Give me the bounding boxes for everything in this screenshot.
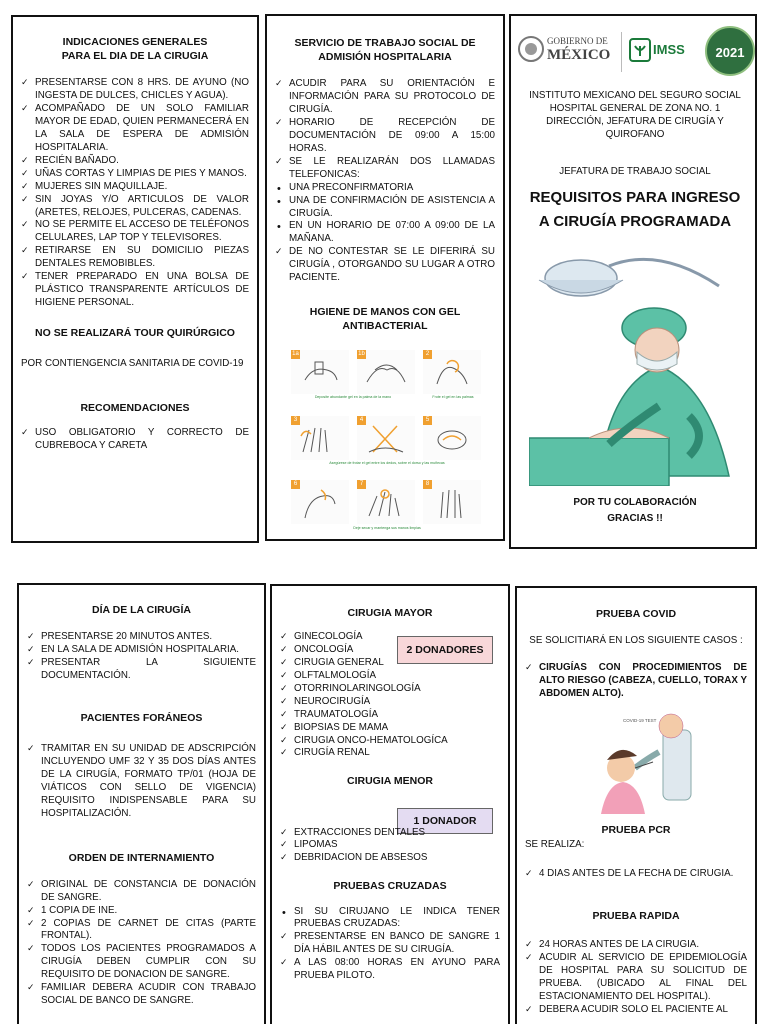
list-item: ✓ OTORRINOLARINGOLOGÍA (280, 683, 460, 696)
step-number: 8 (423, 480, 432, 489)
list-item: ✓ GINECOLOGÍA (280, 631, 460, 644)
panel-cirugias (270, 584, 510, 1024)
cirugia-menor-list (280, 827, 500, 866)
list-item: • SI SU CIRUJANO LE INDICA TENER PRUEBAS CRUZADAS: (280, 906, 500, 932)
hygiene-step-2 (423, 350, 481, 394)
main-title-line1: REQUISITOS PARA INGRESO (529, 189, 741, 206)
thanks-line-1: POR TU COLABORACIÓN (573, 497, 697, 508)
step-number: 3 (291, 416, 300, 425)
list-item: ✓ ORIGINAL DE CONSTANCIA DE DONACIÓN DE SANGRE. (27, 879, 256, 905)
list-item: ✓ NO SE PERMITE EL ACCESO DE TELÉFONOS CELULARES, LAP TOP Y TELEVISORES. (21, 219, 249, 245)
list-item: ✓ TENER PREPARADO EN UNA BOLSA DE PLÁSTICO TRANSPARENTE ARTÍCULOS DE HIGIENE PERSONAL. (21, 271, 249, 310)
cirugia-menor-heading: CIRUGIA MENOR (347, 775, 433, 788)
list-item: ✓ SIN JOYAS Y/O ARTICULOS DE VALOR (ARETES, RELOJES, PULCERAS, CADENAS. (21, 194, 249, 220)
panel2-title-line1: SERVICIO DE TRABAJO SOCIAL DE (294, 37, 476, 49)
list-item: ✓ HORARIO DE RECEPCIÓN DE DOCUMENTACIÓN DE 09:00 A 15:00 HORAS. (275, 117, 495, 156)
list-item: ✓ TODOS LOS PACIENTES PROGRAMADOS A CIRUGÍA DEBEN CUMPLIR CON SU REQUISITO DE DONACION DE SANGRE. (27, 943, 256, 982)
prueba-pcr-intro: SE REALIZA: (525, 839, 585, 851)
hand-hygiene-infographic (291, 350, 483, 540)
panel-cover (509, 14, 757, 549)
list-item: ✓ ACUDIR PARA SU ORIENTACIÓN E INFORMACIÓN PARA SU PROTOCOLO DE CIRUGÍA. (275, 78, 495, 117)
list-item: ✓ TRAUMATOLOGÍA (280, 709, 460, 722)
donador-badge: 1 DONADOR (397, 808, 493, 834)
list-item: ✓ USO OBLIGATORIO Y CORRECTO DE CUBREBOCA Y CARETA (21, 427, 249, 453)
prueba-covid-list (525, 662, 747, 701)
panel1-title-line2: PARA EL DIA DE LA CIRUGIA (61, 50, 209, 63)
recomendaciones-list (21, 427, 249, 453)
step-number: 4 (357, 416, 366, 425)
panel2-bullet-list (275, 182, 495, 247)
list-item: • UNA DE CONFIRMACIÓN DE ASISTENCIA A CIRUGÍA. (275, 195, 495, 221)
prueba-pcr-heading: PRUEBA PCR (601, 823, 671, 836)
main-title-line2: A CIRUGÍA PROGRAMADA (538, 213, 732, 230)
list-item: ✓ DE NO CONTESTAR SE LE DIFERIRÁ SU CIRUGÍA , OTORGANDO SU LUGAR A OTRO PACIENTE. (275, 246, 495, 285)
prueba-rapida-heading: PRUEBA RAPIDA (592, 909, 680, 922)
prueba-pcr-list (525, 868, 747, 881)
hygiene-caption-1: Deposite abundante gel en la palma de la mano (314, 395, 392, 399)
institute-line-2: HOSPITAL GENERAL DE ZONA NO. 1 (549, 103, 721, 114)
foraneos-list (27, 743, 256, 821)
donadores-badge: 2 DONADORES (397, 636, 493, 664)
list-item: ✓ 4 DIAS ANTES DE LA FECHA DE CIRUGIA. (525, 868, 747, 881)
recomendaciones-heading: RECOMENDACIONES (80, 402, 190, 415)
imss-label: IMSS (653, 42, 685, 57)
list-item: ✓ TRAMITAR EN SU UNIDAD DE ADSCRIPCIÓN INCLUYENDO UMF 32 Y 35 DOS DÍAS ANTES DE LA CIRUGÍA, FORMATO TP/01 (HOJA DE VIÁTICOS CON SELLO DE VIGENCIA) REQUISITO INDISPENSABLE PARA SU HOSPITALIZACIÓN. (27, 743, 256, 821)
list-item: ✓ 1 COPIA DE INE. (27, 905, 256, 918)
list-item: • UNA PRECONFIRMATORIA (275, 182, 495, 195)
covid-test-illustration (601, 712, 701, 814)
panel2-checklist-a (275, 78, 495, 181)
list-item: ✓ ONCOLOGÍA (280, 644, 460, 657)
list-item: ✓ PRESENTARSE 20 MINUTOS ANTES. (27, 631, 256, 644)
gobierno-label: GOBIERNO DE (547, 36, 608, 46)
list-item: ✓ UÑAS CORTAS Y LIMPIAS DE PIES Y MANOS. (21, 168, 249, 181)
hygiene-step-4 (357, 416, 415, 460)
hygiene-step-7 (357, 480, 415, 524)
orden-heading: ORDEN DE INTERNAMIENTO (68, 851, 215, 864)
covid-contingency-note: POR CONTIENGENCIA SANITARIA DE COVID-19 (21, 358, 244, 370)
hygiene-step-5 (423, 416, 481, 460)
panel-trabajo-social (265, 14, 505, 541)
list-item: ✓ SE LE REALIZARÁN DOS LLAMADAS TELEFONICAS: (275, 156, 495, 182)
list-item: ✓ PRESENTAR LA SIGUIENTE DOCUMENTACIÓN. (27, 657, 256, 683)
pruebas-cruzadas-list (280, 931, 500, 983)
hygiene-caption-2: Frote el gel en las palmas (432, 395, 474, 399)
panel1-title-line1: INDICACIONES GENERALES (62, 36, 208, 48)
dia-cirugia-list (27, 631, 256, 683)
step-number: 1a (292, 351, 299, 357)
hygiene-title-line2: ANTIBACTERIAL (342, 320, 428, 333)
panel2-title-line2: ADMISIÓN HOSPITALARIA (318, 51, 452, 64)
list-item: ✓ OLFTALMOLOGÍA (280, 670, 460, 683)
pruebas-cruzadas-heading: PRUEBAS CRUZADAS (333, 880, 447, 893)
step-number: 5 (423, 416, 432, 425)
hygiene-caption-4: Deje secar y mantenga sus manos limpias (353, 526, 421, 530)
list-item: ✓ PRESENTARSE EN BANCO DE SANGRE 1 DÍA HÁBIL ANTES DE SU CIRUGÍA. (280, 931, 500, 957)
panel2-checklist-b (275, 246, 495, 285)
list-item: • EN UN HORARIO DE 07:00 A 09:00 DE LA MAÑANA. (275, 220, 495, 246)
list-item: ✓ CIRUGIA ONCO-HEMATOLOGÍCA (280, 735, 460, 748)
hygiene-step-3 (291, 416, 349, 460)
hygiene-title-line1: HGIENE DE MANOS CON GEL (309, 306, 461, 319)
dia-cirugia-heading: DÍA DE LA CIRUGÍA (92, 604, 191, 616)
list-item: ✓ LIPOMAS (280, 839, 500, 852)
list-item: ✓ EN LA SALA DE ADMISIÓN HOSPITALARIA. (27, 644, 256, 657)
list-item: ✓ DEBERA ACUDIR SOLO EL PACIENTE AL (525, 1004, 747, 1017)
panel-dia-cirugia (17, 583, 266, 1024)
list-item: ✓ ACUDIR AL SERVICIO DE EPIDEMIOLOGÍA DE HOSPITAL PARA SU SOLICITUD DE PRUEBA. (UBICADO AL FINAL DEL ESTACIONAMIENTO DEL HOSPITAL). (525, 952, 747, 1004)
institute-line-3: DIRECCIÓN, JEFATURA DE CIRUGÍA Y (546, 116, 724, 127)
step-number: 1b (358, 351, 365, 357)
institute-line-1: INSTITUTO MEXICANO DEL SEGURO SOCIAL (529, 90, 741, 101)
no-tour-heading: NO SE REALIZARÁ TOUR QUIRÚRGICO (35, 326, 235, 339)
logo-bar (517, 24, 753, 80)
imss-eagle-icon (629, 38, 651, 62)
list-item: ✓ RETIRARSE EN SU DOMICILIO PIEZAS DENTALES REMOBIBLES. (21, 245, 249, 271)
mexico-label: MÉXICO (547, 47, 611, 63)
pruebas-cruzadas-bullets (280, 906, 500, 932)
hygiene-step-1a (291, 350, 349, 394)
list-item: ✓ CIRUGÍA RENAL (280, 747, 460, 760)
prueba-covid-intro: SE SOLICITIARÁ EN LOS SIGUIENTE CASOS : (529, 635, 743, 647)
list-item: ✓ MUJERES SIN MAQUILLAJE. (21, 181, 249, 194)
list-item: ✓ CIRUGÍAS CON PROCEDIMIENTOS DE ALTO RIESGO (CABEZA, CUELLO, TORAX Y ABDOMEN ALTO). (525, 662, 747, 701)
list-item: ✓ BIOPSIAS DE MAMA (280, 722, 460, 735)
hygiene-caption-3: Asegúrese de frotar el gel entre los dedos, sobre el dorso y las muñecas (329, 461, 445, 465)
hygiene-step-1b (357, 350, 415, 394)
list-item: ✓ NEUROCIRUGÍA (280, 696, 460, 709)
list-item: ✓ PRESENTARSE CON 8 HRS. DE AYUNO (NO INGESTA DE DULCES, CHICLES Y AGUA). (21, 77, 249, 103)
list-item: ✓ RECIÉN BAÑADO. (21, 155, 249, 168)
list-item: ✓ ACOMPAÑADO DE UN SOLO FAMILIAR MAYOR DE EDAD, QUIEN PERMANECERÁ EN LA SALA DE ESPERA DE ADMISIÓN HOSPITALARIA. (21, 103, 249, 155)
step-number: 6 (291, 480, 300, 489)
year-2021-label: 2021 (715, 45, 745, 60)
list-item: ✓ EXTRACCIONES DENTALES (280, 827, 500, 840)
jefatura-label: JEFATURA DE TRABAJO SOCIAL (559, 166, 711, 177)
thanks-line-2: GRACIAS !! (607, 513, 663, 524)
cirugia-mayor-heading: CIRUGIA MAYOR (347, 607, 433, 619)
step-number: 2 (423, 350, 432, 359)
institute-line-4: QUIROFANO (605, 129, 665, 140)
prueba-covid-heading: PRUEBA COVID (595, 608, 677, 620)
panel1-checklist (21, 77, 249, 310)
panel-pruebas-covid (515, 586, 757, 1024)
hygiene-step-8 (423, 480, 481, 524)
covid-test-label: COVID-19 TEST (623, 718, 657, 723)
list-item: ✓ 24 HORAS ANTES DE LA CIRUGIA. (525, 939, 747, 952)
list-item: ✓ 2 COPIAS DE CARNET DE CITAS (PARTE FRONTAL). (27, 918, 256, 944)
foraneos-heading: PACIENTES FORÁNEOS (80, 711, 203, 724)
list-item: ✓ FAMILIAR DEBERA ACUDIR CON TRABAJO SOCIAL DE BANCO DE SANGRE. (27, 982, 256, 1008)
list-item: ✓ CIRUGIA GENERAL (280, 657, 460, 670)
orden-list (27, 879, 256, 1008)
logo-2021-seal (705, 26, 755, 76)
cirugia-mayor-list (280, 631, 460, 760)
list-item: ✓ A LAS 08:00 HORAS EN AYUNO PARA PRUEBA PILOTO. (280, 957, 500, 983)
panel-indicaciones-generales (11, 15, 259, 543)
list-item: ✓ DEBRIDACION DE ABSESOS (280, 852, 500, 865)
coat-of-arms-icon (517, 32, 545, 66)
hygiene-step-6 (291, 480, 349, 524)
logo-divider (621, 32, 622, 72)
surgeon-illustration (529, 256, 733, 486)
step-number: 7 (357, 480, 366, 489)
prueba-rapida-list (525, 939, 747, 1017)
